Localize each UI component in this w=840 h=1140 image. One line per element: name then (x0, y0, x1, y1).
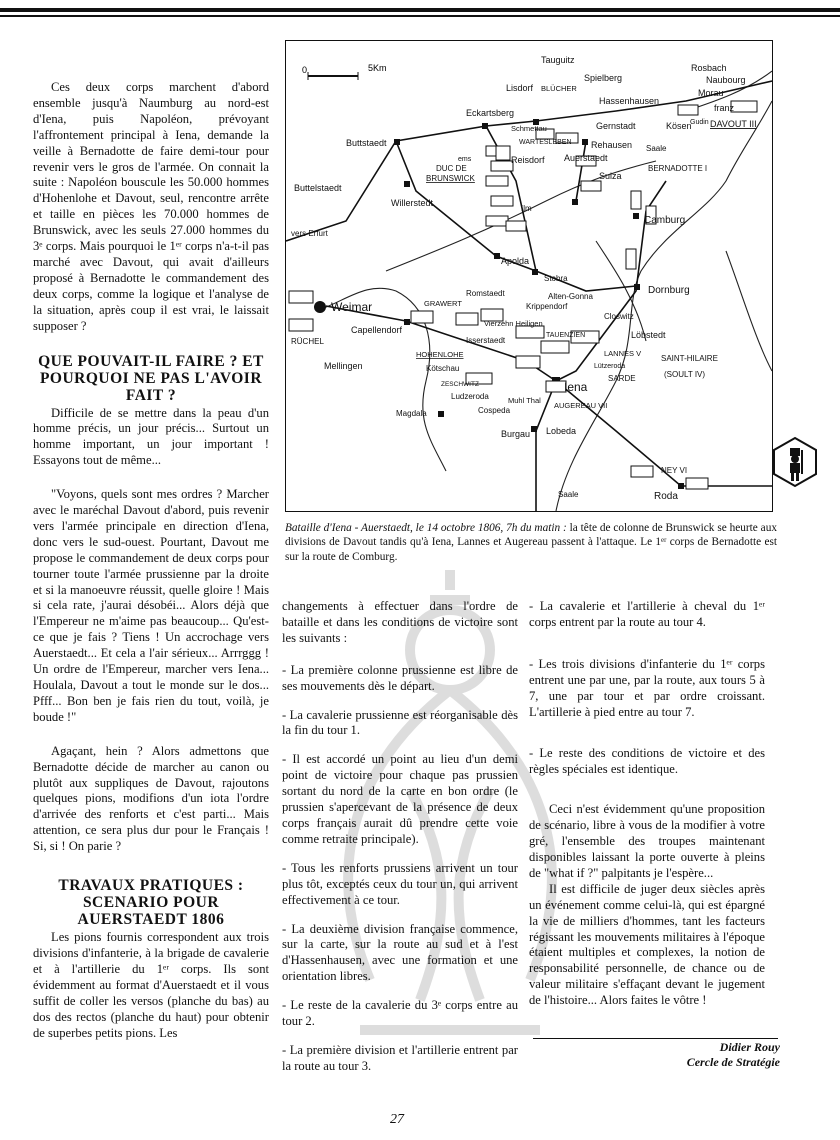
label-rosbach: Rosbach (691, 63, 727, 73)
label-dornburg: Dornburg (648, 285, 690, 296)
top-rule-thick (0, 8, 840, 12)
label-ilm: Ilm (521, 204, 532, 213)
label-buttstaedt: Buttstaedt (346, 138, 387, 148)
page-number: 27 (390, 1112, 404, 1127)
list-item: - Le reste de la cavalerie du 3ᵉ corps entre au tour 2. (282, 998, 518, 1029)
label-morau: Morau (698, 88, 724, 98)
paragraph-difficile-juger: Il est difficile de juger deux siècles après un événement comme celui-là, qui est épargné la vie de milliers d'hommes, tant les facteurs régissant les mouvements militaires à l'époque étaient multiples et complexes, la notion de responsabilité personnelle, de chance ou de valeur militaire s'effaçant devant le jugement de l'histoire... Alors faites le vôtre ! (529, 881, 765, 1008)
top-rule-thin (0, 15, 840, 17)
label-capellendorf: Capellendorf (351, 325, 403, 335)
paragraph-difficile: Difficile de se mettre dans la peau d'un homme précis, un jour précis... Surtout un homme important, un jour important ! Essayons tout de même... (33, 405, 269, 468)
label-lobeda: Lobeda (546, 426, 577, 436)
label-zeschwitz: ZESCHWITZ (441, 381, 479, 388)
label-tauguitz: Tauguitz (541, 55, 575, 65)
label-apolda: Apolda (501, 256, 530, 266)
label-saale-1: Saale (646, 144, 667, 153)
label-kosen: Kösen (666, 121, 692, 131)
label-bernadotte: BERNADOTTE I (648, 164, 708, 173)
paragraph-monologue: "Voyons, quels sont mes ordres ? Marcher avec le maréchal Davout d'abord, puis revenir vers l'armée principale en direction d'Iena, donc vers le sud-ouest. Pourtant, Davout me propose le commandement de deux corps pour tourner toute l'armée prussienne par la droite et si la manoeuvre réussit, quelle gloire ! Mais si cela rate, j'aurai désobéi... Alors déjà que l'Empereur ne m'aime pas beaucoup... Qu'est-ce que je fais ? Tiens ! Un accrochage vers Auerstaedt... Et cela a l'air sérieux... Arrrggg ! Un ordre de l'Empereur, marcher vers Iena... Houlala, Davout a tout le monde sur le dos... Pfff... Bon ben je fais rien du tout, voilà, je boude !" (33, 487, 269, 724)
middle-column (282, 599, 518, 1088)
heading-travaux-pratiques: TRAVAUX PRATIQUES : SCENARIO POUR AUERSTAEDT 1806 (58, 877, 244, 929)
label-gudin: Gudin (690, 119, 709, 126)
paragraph-proposition: Ceci n'est évidemment qu'une proposition de scénario, libre à vous de la modifier à votre gré, l'ensemble des troupes maintenant disponibles laissant la porte ouverte à pleins de "what if ?" palpitants je l'espère... (529, 802, 765, 880)
label-buttelstaedt: Buttelstaedt (294, 183, 342, 193)
paragraph-pions: Les pions fournis correspondent aux trois divisions d'infanterie, à la brigade de cavalerie et à l'artillerie du 1ᵉʳ corps. Ils sont évidemment au format d'Auerstaedt et il vous suffit de coller les versos (planche du bas) au dos des rectos (planche du haut) pour obtenir de superbes petits pions. Les (33, 930, 269, 1040)
label-vers-erfurt: vers Erfurt (291, 229, 328, 238)
caption-title: Bataille d'Iena - Auerstaedt, le 14 octobre 1806, 7h du matin : (285, 522, 567, 534)
list-item: - Tous les renforts prussiens arrivent un tour plus tôt, exceptés ceux du tour un, qui arrivent effectivement à ce tour. (282, 860, 518, 907)
middle-intro: changements à effectuer dans l'ordre de bataille et dans les conditions de victoire sont les suivants : (282, 599, 518, 645)
heading-que-pouvait-il-faire: QUE POUVAIT-IL FAIRE ? ET POURQUOI NE PAS L'AVOIR FAIT ? (38, 352, 264, 404)
label-ney: NEY VI (661, 466, 688, 475)
label-grawert: GRAWERT (424, 299, 462, 308)
list-item: - La cavalerie prussienne est réorganisable dès la fin du tour 1. (282, 707, 518, 738)
label-naubourg: Naubourg (706, 75, 746, 85)
list-item: - La première colonne prussienne est libre de ses mouvements dès le départ. (282, 662, 518, 693)
label-lisdorf: Lisdorf (506, 83, 534, 93)
label-camburg: Camburg (644, 215, 686, 226)
author-org: Cercle de Stratégie (686, 1055, 780, 1069)
label-romstaedt: Romstaedt (466, 289, 505, 298)
label-augereau: AUGEREAU VII (554, 401, 608, 410)
label-gernstadt: Gernstadt (596, 121, 636, 131)
label-sarde: SARDE (608, 374, 636, 383)
list-item: - La cavalerie et l'artillerie à cheval du 1ᵉʳ corps entrent par la route au tour 4. (529, 599, 765, 629)
label-hassenhausen: Hassenhausen (599, 96, 660, 106)
map-caption (285, 521, 777, 564)
label-stobra: Stobra (544, 274, 568, 283)
label-saint-hilaire: SAINT-HILAIRE (661, 354, 718, 363)
left-column (33, 80, 269, 1053)
label-auerstaedt: Auerstaedt (564, 153, 608, 163)
label-wartensleben: WARTESLEBEN (519, 139, 572, 146)
list-item: - Il est accordé un point au lieu d'un demi point de victoire pour chaque pas prussien sortant du nord de la carte en bon ordre (le prussien s'apercevant de la présence de deux corps français aurait dû prendre cette voie comme retraite principale). (282, 752, 518, 846)
label-duc: DUC DE (436, 164, 467, 173)
list-item: - Les trois divisions d'infanterie du 1ᵉʳ corps entrent une par une, par la route, aux tours 5 à 7, une par tour et par ordre croissant. L'artillerie à pied entre au tour 7. (529, 656, 765, 719)
label-krippendorf: Krippendorf (526, 302, 568, 311)
signature-rule (533, 1038, 778, 1039)
label-kotschau: Kötschau (426, 364, 460, 373)
label-willerstedt: Willerstedt (391, 198, 434, 208)
label-cospeda: Cospeda (478, 406, 511, 415)
label-closwitz: Closwitz (604, 312, 634, 321)
list-item: - La deuxième division française commence, sur la carte, sur la route au sud et à l'est d'Hassenhausen, avec une formation et une orientation libres. (282, 921, 518, 984)
signature (540, 1040, 780, 1070)
label-tauenzien: TAUENZIEN (546, 332, 586, 339)
scale-label: 5Km (368, 63, 387, 73)
list-item: - La première division et l'artillerie entrent par la route au tour 3. (282, 1042, 518, 1073)
hexagon-soldier-icon (771, 436, 819, 488)
label-sulza: Sulza (599, 171, 622, 181)
label-lobstedt: Löbstedt (631, 330, 666, 340)
label-iena: Iena (564, 380, 588, 394)
label-isserstaedt: Isserstaedt (466, 336, 506, 345)
label-roda: Roda (654, 491, 678, 502)
intro-paragraph: Ces deux corps marchent d'abord ensemble jusqu'à Naumburg au nord-est d'Iena, puis Napoléon, prévoyant l'affrontement principal à Iena, demande la veille à Bernadotte de faire demi-tour pour revenir vers le gros de l'armée. On connait la suite : Napoléon bouscule les 50.000 hommes d'Hohenlohe et Davout, seul, rencontre arrête et taille en pièces les 70.000 hommes de Brunswick, avec les seuls 27.000 hommes du 3ᵉ corps. Mais pourquoi le 1ᵉʳ corps n'a-t-il pas marché avec Davout, qui avait d'ailleurs proposé à Bernadotte le commandement des deux corps, comme la logique et l'analyse de la situation, après coup il est vrai, le laissait supposer ? (33, 80, 269, 333)
label-schmettau: Schmettau (511, 124, 547, 133)
author-name: Didier Rouy (719, 1040, 780, 1054)
label-mellingen: Mellingen (324, 361, 363, 371)
label-ems: ems (458, 156, 472, 163)
label-soult: (SOULT IV) (664, 370, 706, 379)
label-ruchel: RÜCHEL (291, 337, 324, 346)
label-vierzehn: Vierzehn Heiligen (484, 319, 543, 328)
label-franz: franz (714, 103, 735, 113)
caption-text: la tête de colonne de Brunswick se heurte aux divisions de Davout tandis qu'à Iena, Lannes et Augereau passent à l'attaque. Le 1ᵉʳ corps de Bernadotte est sur la route de Comburg. (285, 522, 777, 563)
label-davout: DAVOUT III (710, 119, 757, 129)
battle-map (285, 40, 773, 512)
label-reisdorf: Reisdorf (511, 155, 545, 165)
right-column (529, 599, 765, 1022)
svg-text:0: 0 (302, 65, 308, 75)
label-altengonna: Alten-Gonna (548, 292, 593, 301)
label-saale-2: Saale (558, 490, 579, 499)
list-item: - Le reste des conditions de victoire et des règles spéciales est identique. (529, 746, 765, 777)
label-eckartsberg: Eckartsberg (466, 108, 515, 118)
label-lannes: LANNES V (604, 349, 642, 358)
label-spielberg: Spielberg (584, 73, 623, 83)
label-rehausen: Rehausen (591, 140, 633, 150)
label-lutzeroda: Lützeroda (594, 363, 626, 370)
label-weimar: Weimar (331, 300, 373, 314)
paragraph-agacant: Agaçant, hein ? Alors admettons que Bernadotte décide de marcher au canon ou plutôt aux suppliques de Davout, rajoutons quelques pions, modifions d'un iota l'ordre d'arrivée des renforts et c'est parti... Mais attention, ce sera plus dur pour le Français ! Si, si ! On parie ? (33, 743, 269, 854)
label-muhl: Muhl Thal (508, 396, 541, 405)
label-blucher: BLÜCHER (541, 84, 577, 93)
label-hohenlohe: HOHENLOHE (416, 350, 464, 359)
label-magdala: Magdala (396, 409, 427, 418)
label-burgau: Burgau (501, 429, 531, 439)
label-brunswick: BRUNSWICK (426, 174, 475, 183)
label-ludzeroda: Ludzeroda (451, 392, 489, 401)
